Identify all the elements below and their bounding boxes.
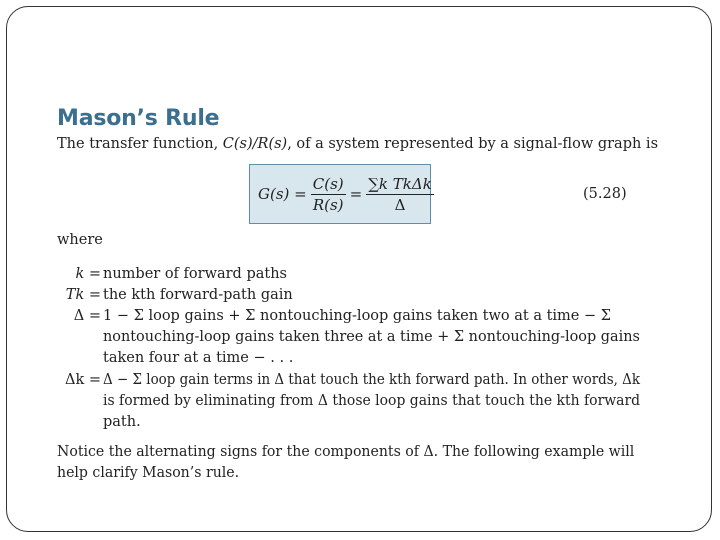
definition-text-line: taken four at a time − . . . (103, 350, 294, 366)
equation-number: (5.28) (583, 186, 627, 202)
closing-line: help clarify Mason’s rule. (57, 465, 240, 481)
equation (258, 170, 438, 218)
definition-symbol: Tk = (65, 287, 101, 303)
definition-text-line: is formed by eliminating from Δ those loop gains that touch the kth forward (103, 393, 641, 409)
intro-sentence (57, 136, 658, 152)
slide-heading: Mason’s Rule (57, 106, 220, 131)
definition-text: the kth forward-path gain (103, 287, 293, 303)
definition-symbol: Δk = (64, 372, 101, 388)
definition-text: number of forward paths (103, 266, 287, 282)
intro-post: , of a system represented by a signal-flow graph is (287, 136, 659, 152)
where-label: where (57, 232, 103, 248)
closing-line: Notice the alternating signs for the components of Δ. The following example will (57, 444, 635, 460)
equals-sign: = (349, 185, 363, 203)
fraction-numerator: ∑k TkΔk (368, 174, 432, 193)
definition-symbol: Δ = (73, 308, 101, 324)
fraction-sum-over-delta (366, 175, 434, 214)
fraction-denominator: Δ (394, 195, 406, 214)
definition-text-line: nontouching-loop gains taken three at a time + Σ nontouching-loop gains (103, 329, 640, 345)
fraction-c-over-r (311, 175, 346, 214)
definition-symbol: k = (75, 266, 101, 282)
fraction-denominator: R(s) (312, 195, 344, 214)
definition-text-line: 1 − Σ loop gains + Σ nontouching-loop gains taken two at a time − Σ (103, 308, 611, 324)
equation-lhs: G(s) = (258, 185, 307, 203)
closing-paragraph (57, 442, 657, 484)
definition-text-line: Δ − Σ loop gain terms in Δ that touch the kth forward path. In other words, Δk (103, 372, 641, 388)
fraction-numerator: C(s) (312, 174, 344, 193)
intro-math: C(s)/R(s) (222, 136, 288, 152)
intro-pre: The transfer function, (57, 136, 223, 152)
definition-text-line: path. (103, 414, 141, 430)
